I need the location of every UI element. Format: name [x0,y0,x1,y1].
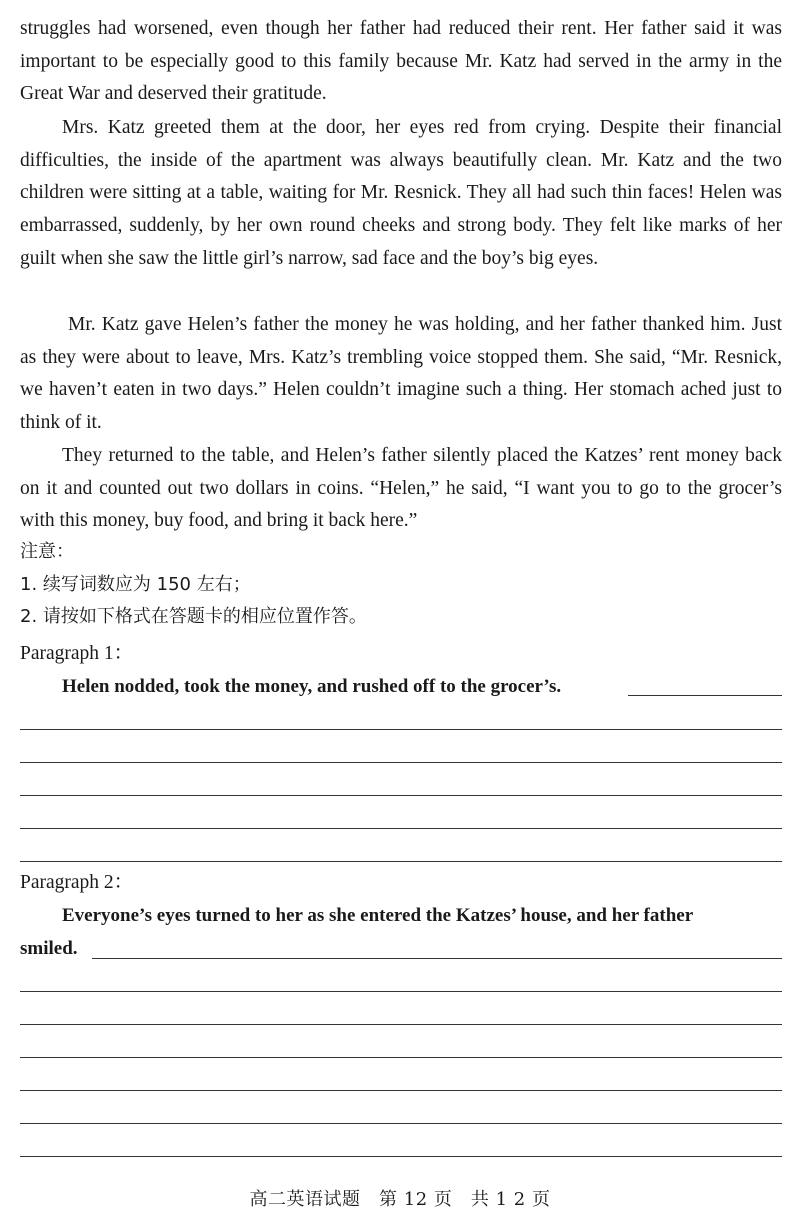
paragraph-2-lead-sentence: Everyone’s eyes turned to her as she entered the Katzes’ house, and her father [62,905,694,926]
answer-line[interactable] [20,991,782,992]
story-paragraph-1: struggles had worsened, even though her father had reduced their rent. Her father said it was important to be especially good to this family because Mr. Katz had served in the army in the Great War and deserved their gratitude. [20,18,782,105]
story-paragraph-4: They returned to the table, and Helen’s father silently placed the Katzes’ rent money back on it and counted out two dollars in coins. “Helen,” he said, “I want you to go to the grocer’s with this money, buy food, and bring it back here.” [20,445,782,532]
paragraph-2-lead-sentence-end: smiled. [20,938,78,959]
paragraph-2-label: Paragraph 2： [20,872,134,893]
answer-line[interactable] [20,828,782,829]
answer-line[interactable] [20,1024,782,1025]
page-footer: 高二英语试题 第 12 页 共 1 2 页 [249,1189,551,1210]
answer-line[interactable] [20,1090,782,1091]
notes-title: 注意： [20,541,74,562]
story-paragraph-3: Mr. Katz gave Helen’s father the money he was holding, and her father thanked him. Just as they were about to leave, Mrs. Katz’s trembling voice stopped them. She said, “Mr. Resnick, we haven’t eaten in two days.” Helen couldn’t imagine such a thing. Her stomach ached just to think of it. [20,314,782,434]
answer-line[interactable] [20,1123,782,1124]
answer-line[interactable] [92,958,782,959]
note-item-format: 2. 请按如下格式在答题卡的相应位置作答。 [20,606,367,627]
note-item-word-count: 1. 续写词数应为 150 左右； [20,574,251,595]
story-paragraph-2: Mrs. Katz greeted them at the door, her eyes red from crying. Despite their financial difficulties, the inside of the apartment was always beautifully clean. Mr. Katz and the two children were sitting at a table, waiting for Mr. Resnick. They all had such thin faces! Helen was embarrassed, suddenly, by her own round cheeks and strong body. They felt like marks of her guilt when she saw the little girl’s narrow, sad face and the boy’s big eyes. [20,117,782,269]
answer-line[interactable] [628,695,782,696]
answer-line[interactable] [20,861,782,862]
paragraph-1-lead-sentence: Helen nodded, took the money, and rushed off to the grocer’s. [62,676,562,697]
answer-line[interactable] [20,795,782,796]
answer-line[interactable] [20,762,782,763]
paragraph-1-label: Paragraph 1： [20,643,134,664]
answer-line[interactable] [20,729,782,730]
answer-line[interactable] [20,1057,782,1058]
answer-line[interactable] [20,1156,782,1157]
